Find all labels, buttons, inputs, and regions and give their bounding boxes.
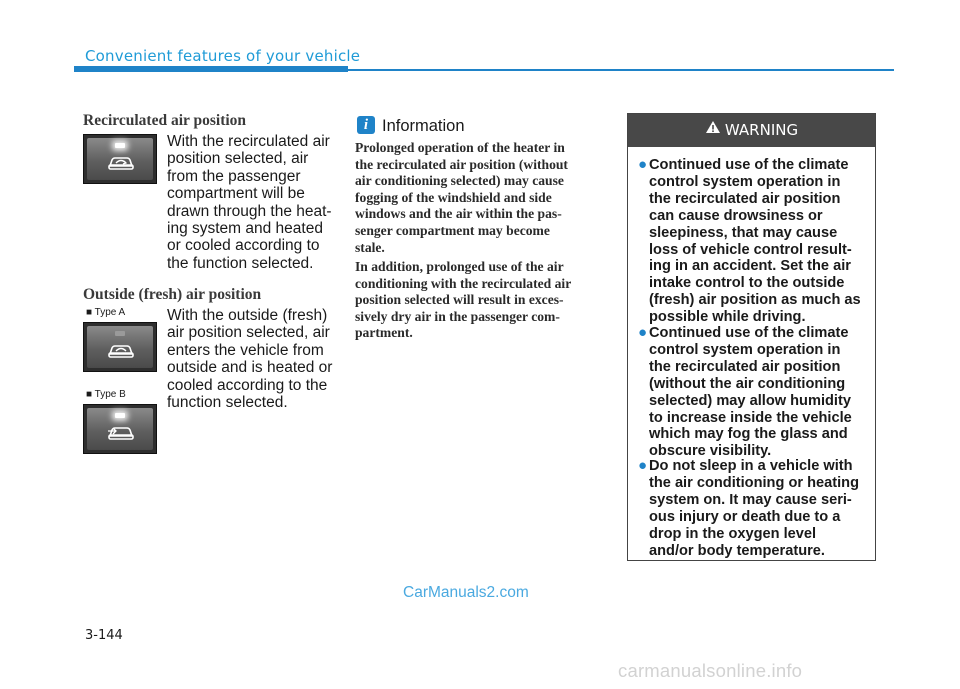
- text-line: the air conditioning or heating: [649, 474, 859, 491]
- text-line: obscure visibility.: [649, 443, 772, 460]
- bullet-icon: ●: [638, 324, 648, 341]
- warning-box: [627, 113, 876, 561]
- text-line: the recirculated air position: [649, 358, 841, 375]
- recirculated-air-button-icon: [83, 134, 157, 184]
- text-line: cooled according to the: [167, 376, 328, 394]
- text-line: control system operation in: [649, 341, 841, 358]
- warning-header: [628, 114, 875, 147]
- text-line: (fresh) air position as much as: [649, 292, 861, 309]
- information-paragraph-2: [355, 259, 604, 342]
- text-line: Continued use of the climate: [649, 325, 849, 341]
- text-line: enters the vehicle from: [167, 341, 324, 359]
- text-line: compartment will be: [167, 185, 305, 203]
- warning-item-1: [649, 157, 868, 326]
- text-line: and/or body temperature.: [649, 542, 825, 559]
- bullet-icon: ●: [638, 457, 648, 474]
- text-line: ous injury or death due to a: [649, 508, 841, 525]
- text-line: (without the air conditioning: [649, 375, 846, 392]
- text-line: system on. It may cause seri-: [649, 491, 852, 508]
- warning-triangle-icon: [705, 113, 721, 146]
- text-line: Continued use of the climate: [649, 157, 849, 173]
- text-line: drawn through the heat-: [167, 202, 332, 220]
- text-line: With the recirculated air: [167, 133, 330, 150]
- outside-air-description: [167, 307, 334, 411]
- warning-title: WARNING: [724, 121, 799, 139]
- text-line: position selected, air: [167, 150, 309, 168]
- text-line: sively dry air in the passenger com-: [355, 308, 560, 324]
- text-line: air conditioning selected) may cause: [355, 173, 564, 189]
- text-line: In addition, prolonged use of the air: [355, 259, 564, 274]
- text-line: conditioning with the recirculated air: [355, 275, 572, 291]
- text-line: partment.: [355, 325, 413, 341]
- text-line: air position selected, air: [167, 324, 330, 342]
- text-line: position selected will result in exces-: [355, 292, 564, 308]
- text-line: windows and the air within the pas-: [355, 206, 562, 222]
- section-title: Convenient features of your vehicle: [85, 47, 361, 65]
- text-line: With the outside (fresh): [167, 307, 328, 324]
- text-line: to increase inside the vehicle: [649, 409, 852, 426]
- recirculated-air-description: [167, 133, 334, 272]
- information-title: Information: [382, 117, 465, 135]
- text-line: the recirculated air position: [649, 190, 841, 207]
- text-line: possible while driving.: [649, 309, 806, 326]
- warning-item-2: [649, 325, 868, 460]
- type-a-label: ■ Type A: [86, 307, 126, 318]
- text-line: loss of vehicle control result-: [649, 241, 852, 258]
- warning-item-3: [649, 458, 868, 559]
- info-icon: i: [357, 116, 375, 134]
- header-rule-thin: [348, 69, 894, 71]
- type-b-label: ■ Type B: [86, 389, 126, 400]
- text-line: ing in an accident. Set the air: [649, 258, 851, 275]
- text-line: or cooled according to: [167, 237, 320, 255]
- text-line: ing system and heated: [167, 220, 323, 238]
- site-watermark-link[interactable]: CarManuals2.com: [403, 584, 529, 601]
- text-line: intake control to the outside: [649, 275, 845, 292]
- bottom-watermark: carmanualsonline.info: [618, 660, 803, 681]
- text-line: stale.: [355, 239, 385, 255]
- text-line: from the passenger: [167, 167, 301, 185]
- text-line: senger compartment may become: [355, 222, 550, 238]
- text-line: selected) may allow humidity: [649, 392, 851, 409]
- outside-air-button-type-b-icon: [83, 404, 157, 454]
- information-paragraph-1: [355, 140, 604, 256]
- text-line: the function selected.: [167, 254, 314, 272]
- text-line: which may fog the glass and: [649, 426, 848, 443]
- recirculated-air-heading: Recirculated air position: [83, 112, 247, 129]
- page-number: 3-144: [85, 628, 123, 643]
- outside-air-heading: Outside (fresh) air position: [83, 286, 262, 303]
- text-line: outside and is heated or: [167, 359, 333, 377]
- text-line: control system operation in: [649, 173, 841, 190]
- text-line: fogging of the windshield and side: [355, 189, 552, 205]
- outside-air-button-type-a-icon: [83, 322, 157, 372]
- header-rule-thick: [74, 66, 348, 72]
- bullet-icon: ●: [638, 156, 648, 173]
- text-line: sleepiness, that may cause: [649, 224, 838, 241]
- text-line: can cause drowsiness or: [649, 207, 823, 224]
- text-line: Do not sleep in a vehicle with: [649, 458, 853, 474]
- text-line: Prolonged operation of the heater in: [355, 140, 565, 155]
- text-line: drop in the oxygen level: [649, 525, 817, 542]
- text-line: function selected.: [167, 394, 288, 412]
- text-line: the recirculated air position (without: [355, 156, 568, 172]
